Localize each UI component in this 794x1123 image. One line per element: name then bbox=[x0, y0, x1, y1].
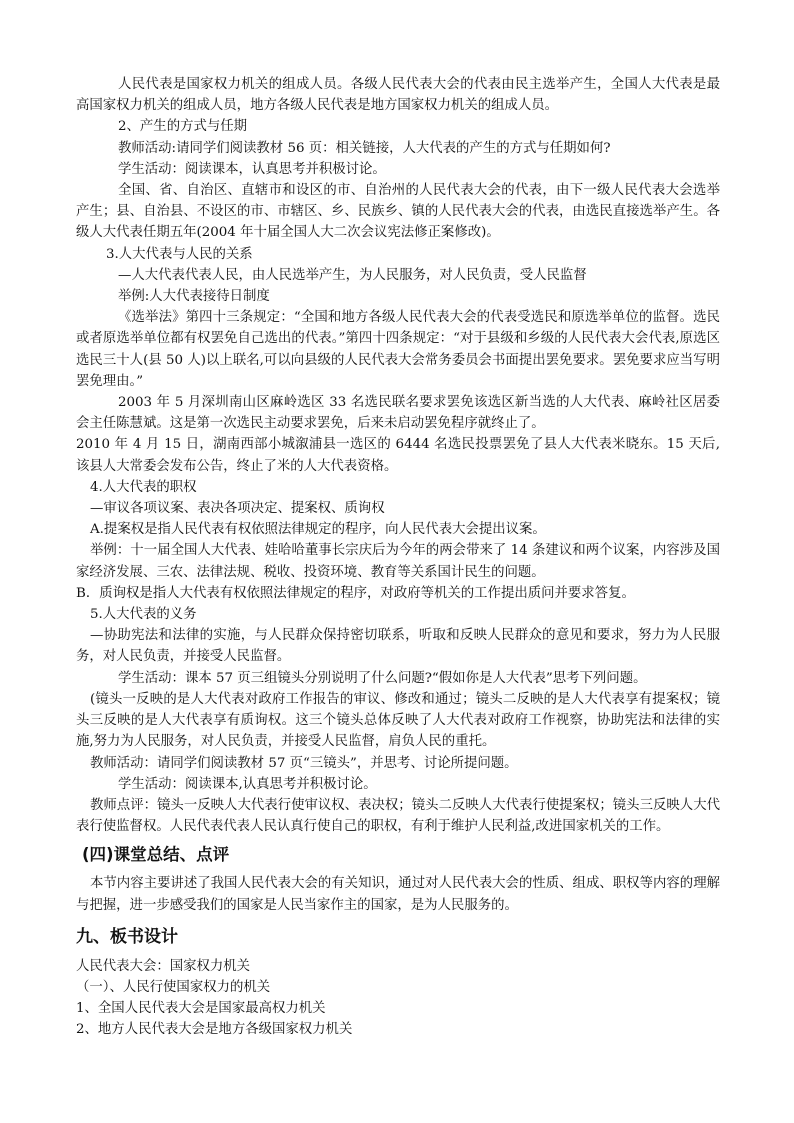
paragraph: 教师活动：请同学们阅读教材 57 页“三镜头”，并思考、讨论所提问题。 bbox=[90, 755, 518, 771]
board-line: 1、全国人民代表大会是国家最高权力机关 bbox=[76, 1001, 326, 1017]
paragraph: 教师活动:请同学们阅读教材 56 页：相关链接，人大代表的产生的方式与任期如何? bbox=[118, 140, 611, 156]
summary-paragraph: 本节内容主要讲述了我国人民代表大会的有关知识，通过对人民代表大会的性质、组成、职权等内容的理解与把握，进一步感受我们的国家是人民当家作主的国家，是为人民服务的。 bbox=[76, 876, 720, 913]
paragraph: A.提案权是指人民代表有权依照法律规定的程序，向人民代表大会提出议案。 bbox=[90, 522, 546, 538]
paragraph: 学生活动：阅读课本,认真思考并积极讨论。 bbox=[118, 776, 377, 792]
paragraph: 2003 年 5 月深圳南山区麻岭选区 33 名选民联名要求罢免该选区新当选的人大代表、麻岭社区居委会主任陈慧斌。这是第一次选民主动要求罢免，后来未启动罢免程序就终止了。 bbox=[76, 395, 720, 432]
document-page bbox=[76, 74, 720, 1041]
paragraph: 教师点评：镜头一反映人大代表行使审议权、表决权；镜头二反映人大代表行使提案权；镜头三反映人大代表行使监督权。人民代表代表人民认真行使自己的职权，有利于维护人民利益,改进国家机关的工作。 bbox=[76, 797, 720, 835]
board-line: （一）、人民行使国家权力的机关 bbox=[76, 979, 271, 995]
paragraph: 举例：十一届全国人大代表、娃哈哈董事长宗庆后为今年的两会带来了 14 条建议和两个议案，内容涉及国家经济发展、三农、法律法规、税收、投资环境、教育等关系国计民生的问题。 bbox=[76, 543, 720, 580]
paragraph: —协助宪法和法律的实施，与人民群众保持密切联系，听取和反映人民群众的意见和要求，努力为人民服务，对人民负责，并接受人民监督。 bbox=[76, 628, 720, 665]
paragraph: 2010 年 4 月 15 日，湖南西部小城溆浦县一选区的 6444 名选民投票罢免了县人大代表米晓东。15 天后,该县人大常委会发布公告，终止了米的人大代表资格。 bbox=[76, 437, 720, 474]
paragraph: 学生活动：阅读课本，认真思考并积极讨论。 bbox=[118, 161, 386, 177]
subheading-3: 3.人大代表与人民的关系 bbox=[106, 246, 253, 262]
paragraph: 人民代表是国家权力机关的组成人员。各级人民代表大会的代表由民主选举产生，全国人大代表是最高国家权力机关的组成人员，地方各级人民代表是地方国家权力机关的组成人员。 bbox=[76, 77, 720, 114]
paragraph: 学生活动：课本 57 页三组镜头分别说明了什么问题?“假如你是人大代表”思考下列问题。 bbox=[118, 670, 647, 686]
paragraph: 举例:人大代表接待日制度 bbox=[118, 289, 270, 305]
section-board-heading: 九、板书设计 bbox=[76, 926, 178, 947]
board-line: 2、地方人民代表大会是地方各级国家权力机关 bbox=[76, 1022, 353, 1038]
paragraph: (镜头一反映的是人大代表对政府工作报告的审议、修改和通过；镜头二反映的是人大代表享有提案权；镜头三反映的是人大代表享有质询权。这三个镜头总体反映了人大代表对政府工作视察，协助宪法和法律的实施,努力为人民服务，对人民负责，并接受人民监督，肩负人民的重托。 bbox=[76, 691, 720, 750]
paragraph: —人大代表代表人民，由人民选举产生，为人民服务，对人民负责，受人民监督 bbox=[118, 267, 587, 283]
board-line: 人民代表大会：国家权力机关 bbox=[76, 958, 251, 974]
paragraph: B．质询权是指人大代表有权依照法律规定的程序，对政府等机关的工作提出质问并要求答复。 bbox=[76, 585, 635, 601]
subheading-4: 4.人大代表的职权 bbox=[90, 479, 197, 495]
paragraph: 全国、省、自治区、直辖市和设区的市、自治州的人民代表大会的代表，由下一级人民代表大会选举产生；县、自治县、不设区的市、市辖区、乡、民族乡、镇的人民代表大会的代表，由选民直接选举产生。各级人大代表任期五年(2004 年十届全国人大二次会议宪法修正案修改)。 bbox=[76, 183, 720, 241]
paragraph: 《选举法》第四十三条规定：“全国和地方各级人民代表大会的代表受选民和原选举单位的监督。选民或者原选举单位都有权罢免自己选出的代表。”第四十四条规定：“对于县级和乡级的人民代表大会代表,原选区选民三十人(县 50 人)以上联名,可以向县级的人民代表大会常务委员会书面提出罢免要求。罢免要求应当写明罢免理由。” bbox=[76, 310, 720, 389]
subheading-5: 5.人大代表的义务 bbox=[90, 607, 197, 623]
subheading-2: 2、产生的方式与任期 bbox=[118, 119, 248, 135]
paragraph: —审议各项议案、表决各项决定、提案权、质询权 bbox=[90, 501, 385, 517]
section-summary-heading: (四)课堂总结、点评 bbox=[82, 845, 230, 865]
